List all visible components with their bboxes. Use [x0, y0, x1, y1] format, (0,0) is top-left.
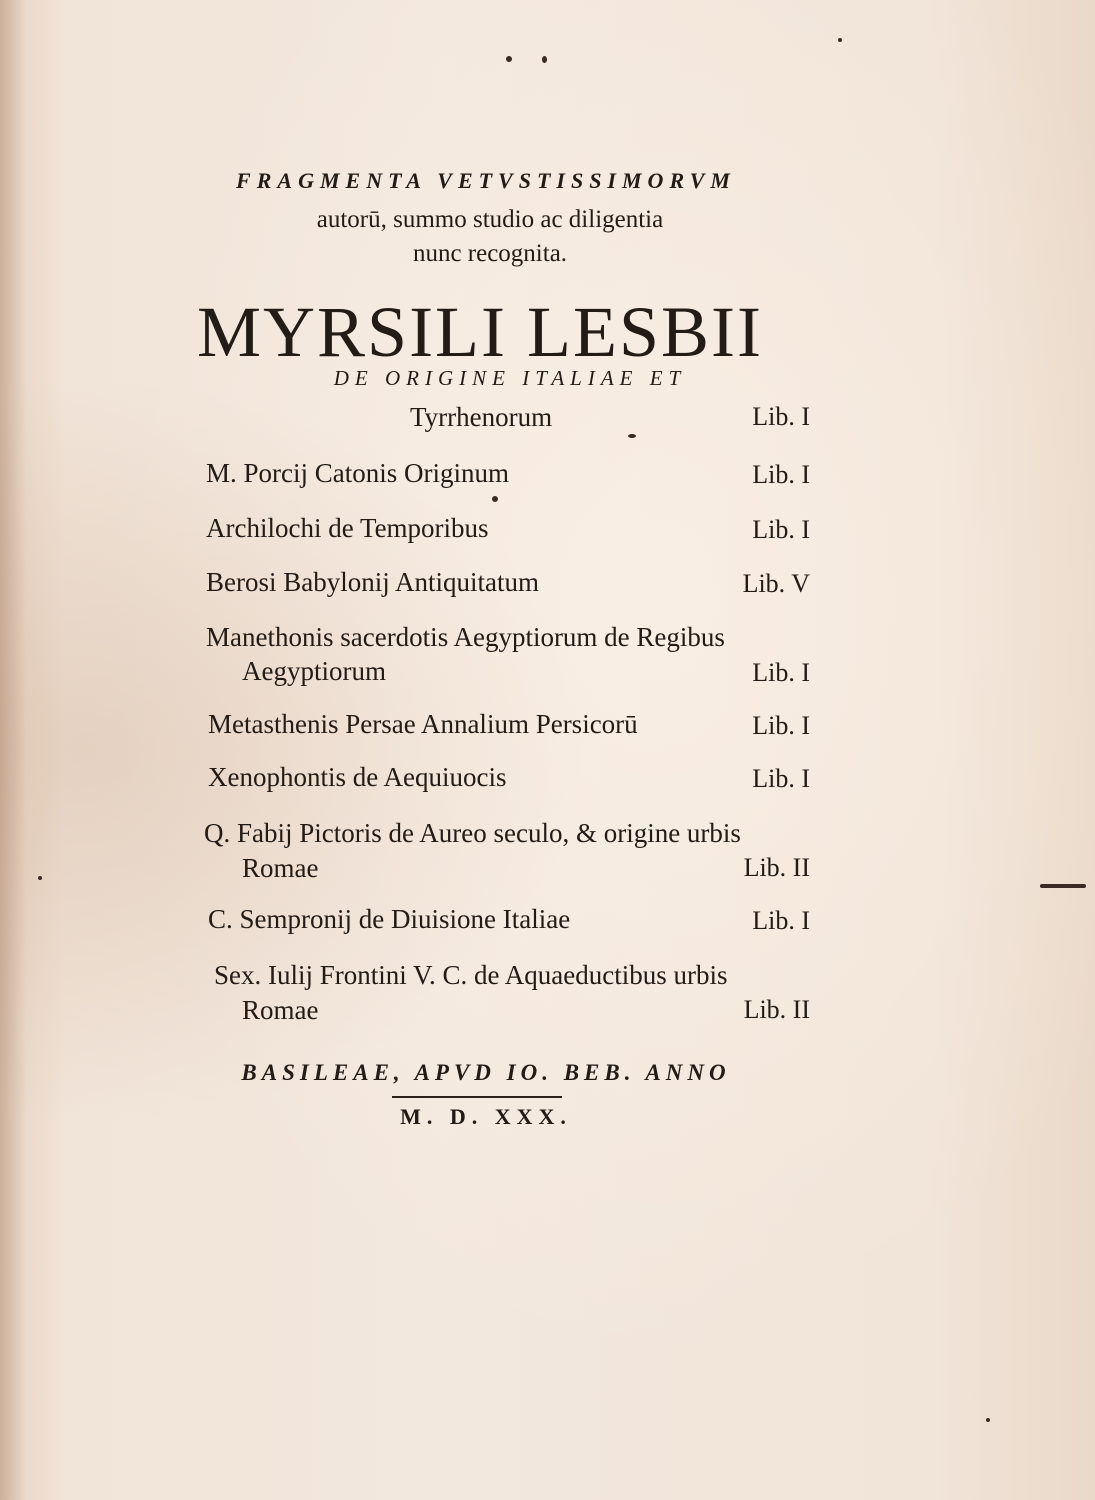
entry-4-text-continued: Aegyptiorum	[242, 656, 386, 686]
entry-6-lib: Lib. I	[752, 764, 810, 793]
ink-speck	[492, 496, 498, 502]
ink-speck	[38, 876, 42, 880]
entry-9-text: Sex. Iulij Frontini V. C. de Aquaeductibus urbis	[214, 960, 728, 990]
entry-0-lib: Lib. I	[752, 402, 810, 431]
entry-1-text: M. Porcij Catonis Originum	[206, 458, 509, 488]
heading-line-3: nunc recognita.	[412, 240, 568, 267]
entry-7-text: Q. Fabij Pictoris de Aureo seculo, & origine urbis	[204, 818, 741, 848]
imprint-year: M. D. XXX.	[400, 1104, 572, 1129]
imprint-rule	[392, 1096, 562, 1098]
page-edge-shadow	[0, 0, 26, 1500]
entry-9-lib: Lib. II	[743, 995, 810, 1024]
entry-8-lib: Lib. I	[752, 906, 810, 935]
ink-speck	[986, 1418, 990, 1422]
entry-2-lib: Lib. I	[752, 515, 810, 544]
entry-1-lib: Lib. I	[752, 460, 810, 489]
entry-8-text: C. Sempronij de Diuisione Italiae	[208, 904, 571, 934]
heading-caps-line: FRAGMENTA VETVSTISSIMORVM	[236, 168, 736, 193]
entry-6-text: Xenophontis de Aequiuocis	[208, 762, 507, 792]
entry-0-text: Tyrrhenorum	[410, 402, 553, 432]
ink-speck	[628, 434, 636, 438]
ink-speck	[542, 56, 547, 63]
heading-line-2: autorū, summo studio ac diligentia	[316, 206, 664, 233]
entry-5-text: Metasthenis Persae Annalium Persicorū	[208, 709, 638, 739]
entry-4-text: Manethonis sacerdotis Aegyptiorum de Regibus	[206, 622, 725, 652]
imprint-line: BASILEAE, APVD IO. BEB. ANNO	[241, 1060, 731, 1085]
title-subtitle: DE ORIGINE ITALIAE ET	[333, 366, 687, 390]
ink-speck	[1040, 884, 1086, 888]
ink-speck	[838, 38, 842, 42]
entry-9-text-continued: Romae	[242, 995, 319, 1025]
title-main: MYRSILI LESBII	[197, 292, 763, 372]
entry-5-lib: Lib. I	[752, 711, 810, 740]
entry-2-text: Archilochi de Temporibus	[206, 513, 489, 543]
entry-7-lib: Lib. II	[743, 853, 810, 882]
entry-4-lib: Lib. I	[752, 658, 810, 687]
entry-3-text: Berosi Babylonij Antiquitatum	[206, 567, 539, 597]
entry-3-lib: Lib. V	[742, 569, 810, 598]
entry-7-text-continued: Romae	[242, 853, 319, 883]
ink-speck	[506, 56, 512, 62]
